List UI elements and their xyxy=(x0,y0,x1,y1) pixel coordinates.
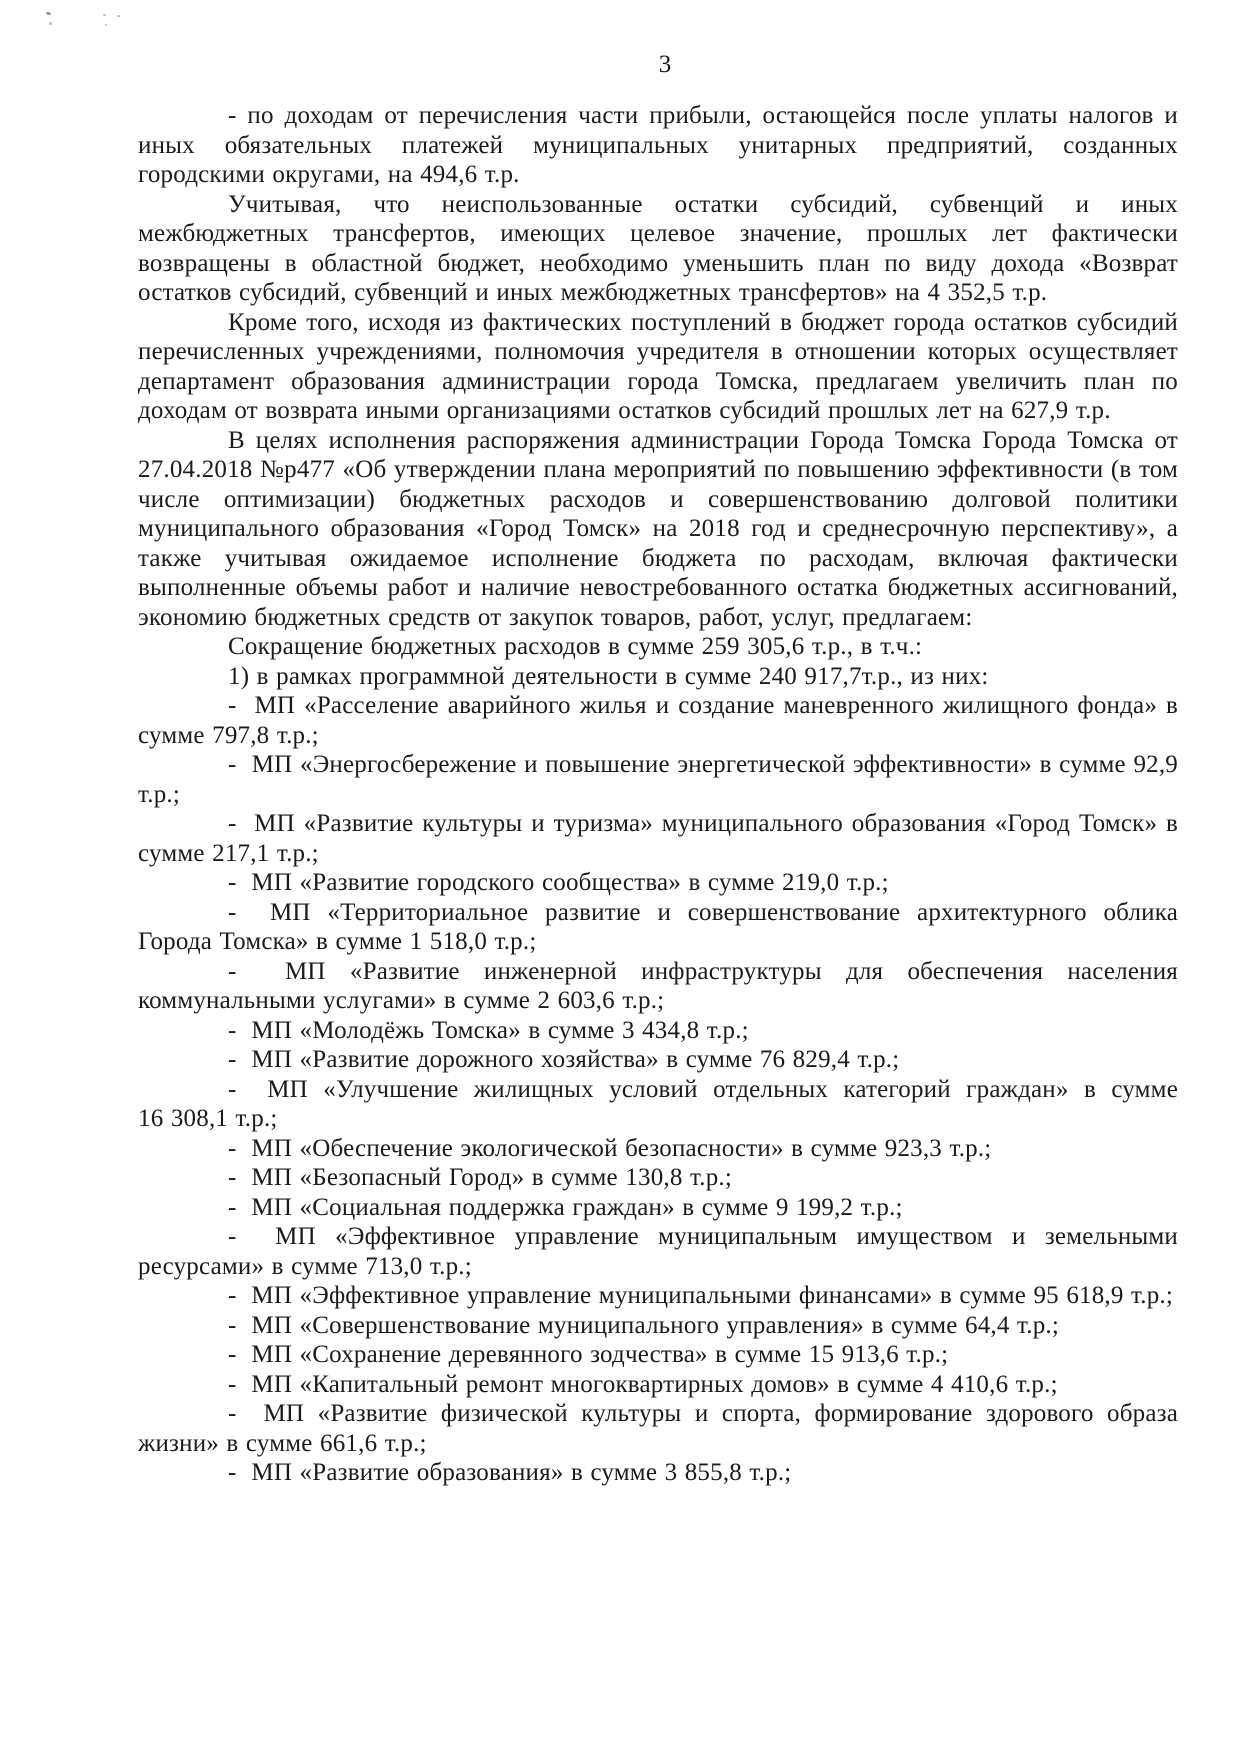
list-item: - МП «Развитие инженерной инфраструктуры для обеспечения населения коммунальными услугами» в сумме 2 603,6 т.р.; xyxy=(138,957,1178,1014)
paragraph: Кроме того, исходя из фактических поступлений в бюджет города остатков субсидий перечисленных учреждениями, полномочия учредителя в отношении которых осуществляет департамент образования администрации города Томска, предлагаем увеличить план по доходам от возврата иными организациями остатков субсидий прошлых лет на 627,9 т.р. xyxy=(138,308,1178,424)
list-item: - МП «Сохранение деревянного зодчества» в сумме 15 913,6 т.р.; xyxy=(228,1341,949,1368)
list-item: - МП «Капитальный ремонт многоквартирных домов» в сумме 4 410,6 т.р.; xyxy=(228,1370,1058,1398)
list-item: - МП «Развитие физической культуры и спорта, формирование здорового образа жизни» в сумме 661,6 т.р.; xyxy=(138,1400,1178,1457)
paragraph: 1) в рамках программной деятельности в сумме 240 917,7т.р., из них: xyxy=(228,662,989,690)
list-item: - МП «Эффективное управление муниципальными финансами» в сумме 95 618,9 т.р.; xyxy=(228,1282,1174,1309)
list-item: - МП «Развитие культуры и туризма» муниципального образования «Город Томск» в сумме 217,1 т.р.; xyxy=(138,810,1178,867)
list-item: - МП «Развитие дорожного хозяйства» в сумме 76 829,4 т.р.; xyxy=(228,1046,900,1073)
paragraph: Сокращение бюджетных расходов в сумме 259 305,6 т.р., в т.ч.: xyxy=(228,633,923,660)
paragraph: В целях исполнения распоряжения администрации Города Томска Города Томска от 27.04.2018 №р477 «Об утверждении плана мероприятий по повышению эффективности (в том числе оптимизации) бюджетных расходов и совершенствованию долговой политики муниципального образования «Город Томск» на 2018 год и среднесрочную перспективу», а также учитывая ожидаемое исполнение бюджета по расходам, включая фактически выполненные объемы работ и наличие невостребованного остатка бюджетных ассигнований, экономию бюджетных средств от закупок товаров, работ, услуг, предлагаем: xyxy=(138,426,1178,631)
list-item: - МП «Эффективное управление муниципальным имуществом и земельными ресурсами» в сумме 713,0 т.р.; xyxy=(138,1223,1178,1280)
scan-artifact xyxy=(105,24,107,26)
page-number: 3 xyxy=(658,51,672,78)
list-item: - МП «Социальная поддержка граждан» в сумме 9 199,2 т.р.; xyxy=(228,1193,903,1221)
scan-artifact xyxy=(49,22,52,25)
list-item: - МП «Совершенствование муниципального управления» в сумме 64,4 т.р.; xyxy=(228,1311,1060,1339)
list-item: - МП «Обеспечение экологической безопасности» в сумме 923,3 т.р.; xyxy=(228,1134,992,1162)
list-item: - МП «Территориальное развитие и совершенствование архитектурного облика Города Томска» в сумме 1 518,0 т.р.; xyxy=(138,898,1178,955)
paragraph: - по доходам от перечисления части прибыли, остающейся после уплаты налогов и иных обязательных платежей муниципальных унитарных предприятий, созданных городскими округами, на 494,6 т.р. xyxy=(138,102,1178,188)
list-item: - МП «Безопасный Город» в сумме 130,8 т.р.; xyxy=(228,1164,732,1191)
list-item: - МП «Развитие образования» в сумме 3 855,8 т.р.; xyxy=(228,1459,792,1486)
paragraph: Учитывая, что неиспользованные остатки субсидий, субвенций и иных межбюджетных трансфертов, имеющих целевое значение, прошлых лет фактически возвращены в областной бюджет, необходимо уменьшить план по виду дохода «Возврат остатков субсидий, субвенций и иных межбюджетных трансфертов» на 4 352,5 т.р. xyxy=(138,190,1178,306)
document-body xyxy=(138,101,1178,1488)
list-item: - МП «Развитие городского сообщества» в сумме 219,0 т.р.; xyxy=(228,869,889,896)
scan-artifact xyxy=(103,14,106,16)
list-item: - МП «Молодёжь Томска» в сумме 3 434,8 т.р.; xyxy=(228,1016,749,1044)
scan-artifact xyxy=(117,15,120,17)
list-item: - МП «Расселение аварийного жилья и создание маневренного жилищного фонда» в сумме 797,8 т.р.; xyxy=(138,692,1178,749)
list-item: - МП «Энергосбережение и повышение энергетической эффективности» в сумме 92,9 т.р.; xyxy=(138,751,1178,808)
list-item: - МП «Улучшение жилищных условий отдельных категорий граждан» в сумме 16 308,1 т.р.; xyxy=(138,1075,1178,1132)
scan-artifact xyxy=(46,11,52,15)
